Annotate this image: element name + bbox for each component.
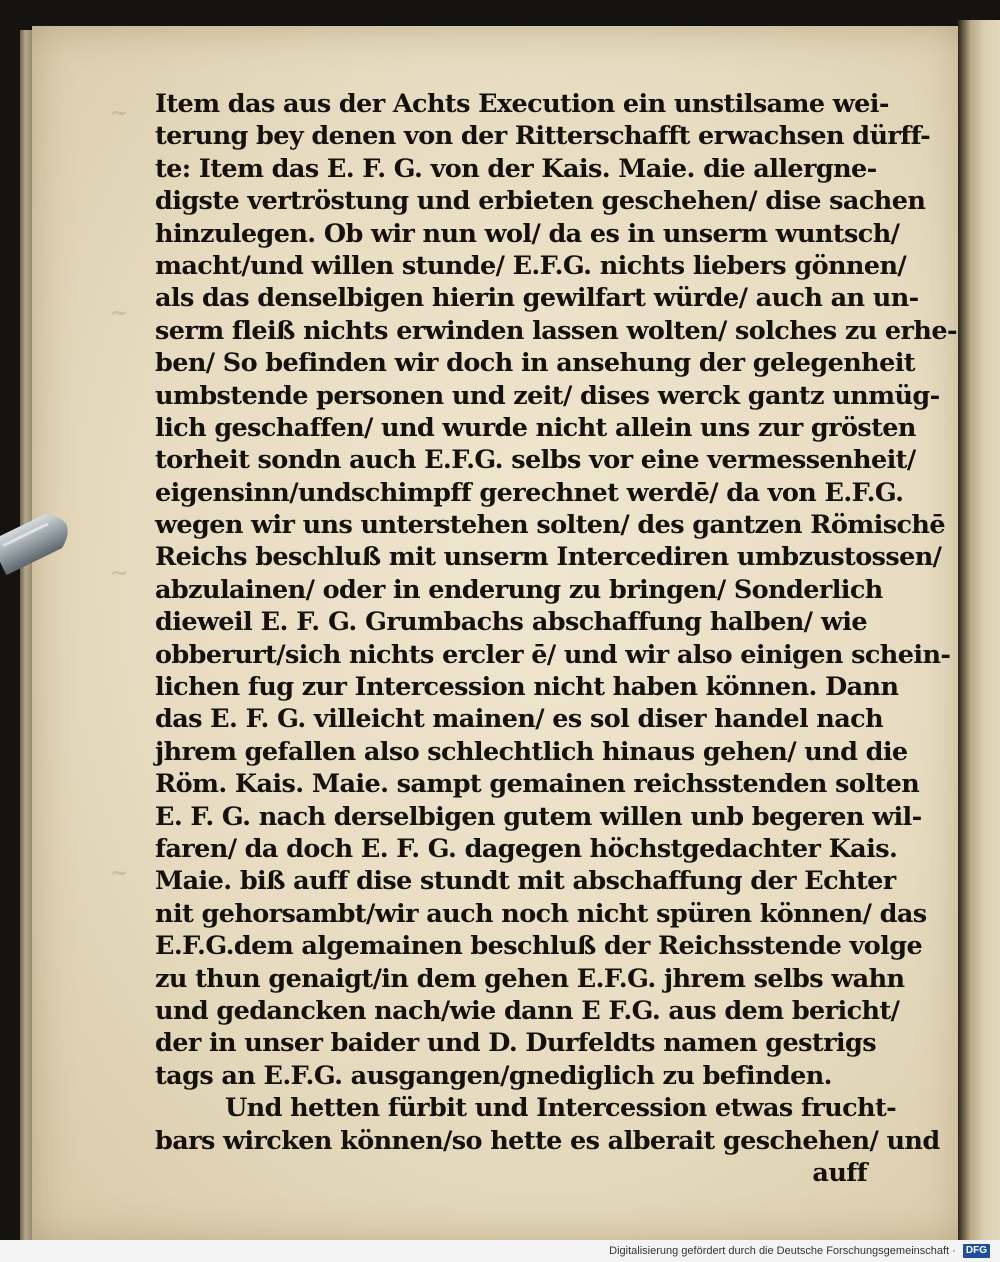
bleed-through-mark: ~ [110,860,129,886]
text-line: hinzulegen. Ob wir nun wol/ da es in unserm wuntsch/ [155,218,900,249]
text-line: als das denselbigen hierin gewilfart würde/ auch an un- [155,283,919,314]
fraktur-text-block [155,88,957,1189]
text-line: lich geschaffen/ und wurde nicht allein uns zur grösten [155,412,916,443]
bleed-through-mark: ~ [110,300,129,326]
text-line: terung bey denen von der Ritterschafft erwachsen dürff- [155,121,931,152]
text-line: wegen wir uns unterstehen solten/ des gantzen Römischē [155,510,945,541]
text-line: te: Item das E. F. G. von der Kais. Maie. die allergne- [155,153,877,184]
text-line: obberurt/sich nichts ercler ē/ und wir also einigen schein- [155,639,951,670]
text-line: ben/ So befinden wir doch in ansehung der gelegenheit [155,348,915,379]
text-line: E.F.G.dem algemainen beschluß der Reichsstende volge [155,931,923,962]
bleed-through-mark: ~ [110,560,129,586]
text-line: jhrem gefallen also schlechtlich hinaus gehen/ und die [155,736,908,767]
text-line: torheit sondn auch E.F.G. selbs vor eine vermessenheit/ [155,445,916,476]
text-line: nit gehorsambt/wir auch noch nicht spüren können/ das [155,898,927,929]
text-line: Röm. Kais. Maie. sampt gemainen reichsstenden solten [155,769,920,800]
text-line: Maie. biß auff dise stundt mit abschaffung der Echter [155,866,896,897]
text-line: Item das aus der Achts Execution ein unstilsame wei- [155,89,889,119]
text-line: digste vertröstung und erbieten geschehen/ dise sachen [155,186,926,217]
text-line: E. F. G. nach derselbigen gutem willen unb begeren wil- [155,801,922,832]
text-line: bars wircken können/so hette es alberait geschehen/ und [155,1125,940,1156]
text-line: serm fleiß nichts erwinden lassen wolten/ solches zu erhe- [155,315,957,346]
text-line: Reichs beschluß mit unserm Intercediren umbzustossen/ [155,542,942,573]
bleed-through-mark: ~ [110,100,129,126]
text-line: das E. F. G. villeicht mainen/ es sol diser handel nach [155,704,884,735]
text-line: dieweil E. F. G. Grumbachs abschaffung halben/ wie [155,607,867,638]
text-line: tags an E.F.G. ausgangen/gnediglich zu befinden. [155,1060,832,1091]
text-line: faren/ da doch E. F. G. dagegen höchstgedachter Kais. [155,833,898,864]
text-line: eigensinn/undschimpff gerechnet werdē/ da von E.F.G. [155,477,904,508]
book-gutter [958,20,1000,1242]
text-line: umbstende personen und zeit/ dises werck gantz unmüg- [155,380,940,411]
text-line: und gedancken nach/wie dann E F.G. aus dem bericht/ [155,995,900,1026]
text-line: Und hetten fürbit und Intercession etwas frucht- [225,1093,897,1124]
catchword: auff [812,1157,867,1188]
text-line: zu thun genaigt/in dem gehen E.F.G. jhrem selbs wahn [155,963,905,994]
text-line: abzulainen/ oder in enderung zu bringen/ Sonderlich [155,574,883,605]
dfg-logo: DFG [963,1244,990,1258]
text-line: macht/und willen stunde/ E.F.G. nichts liebers gönnen/ [155,250,907,281]
digitization-credit-footer [0,1240,1000,1262]
text-line: der in unser baider und D. Durfeldts namen gestrigs [155,1028,876,1059]
text-line: lichen fug zur Intercession nicht haben können. Dann [155,672,899,703]
footer-credit-text: Digitalisierung gefördert durch die Deutsche Forschungsgemeinschaft · [609,1245,956,1257]
